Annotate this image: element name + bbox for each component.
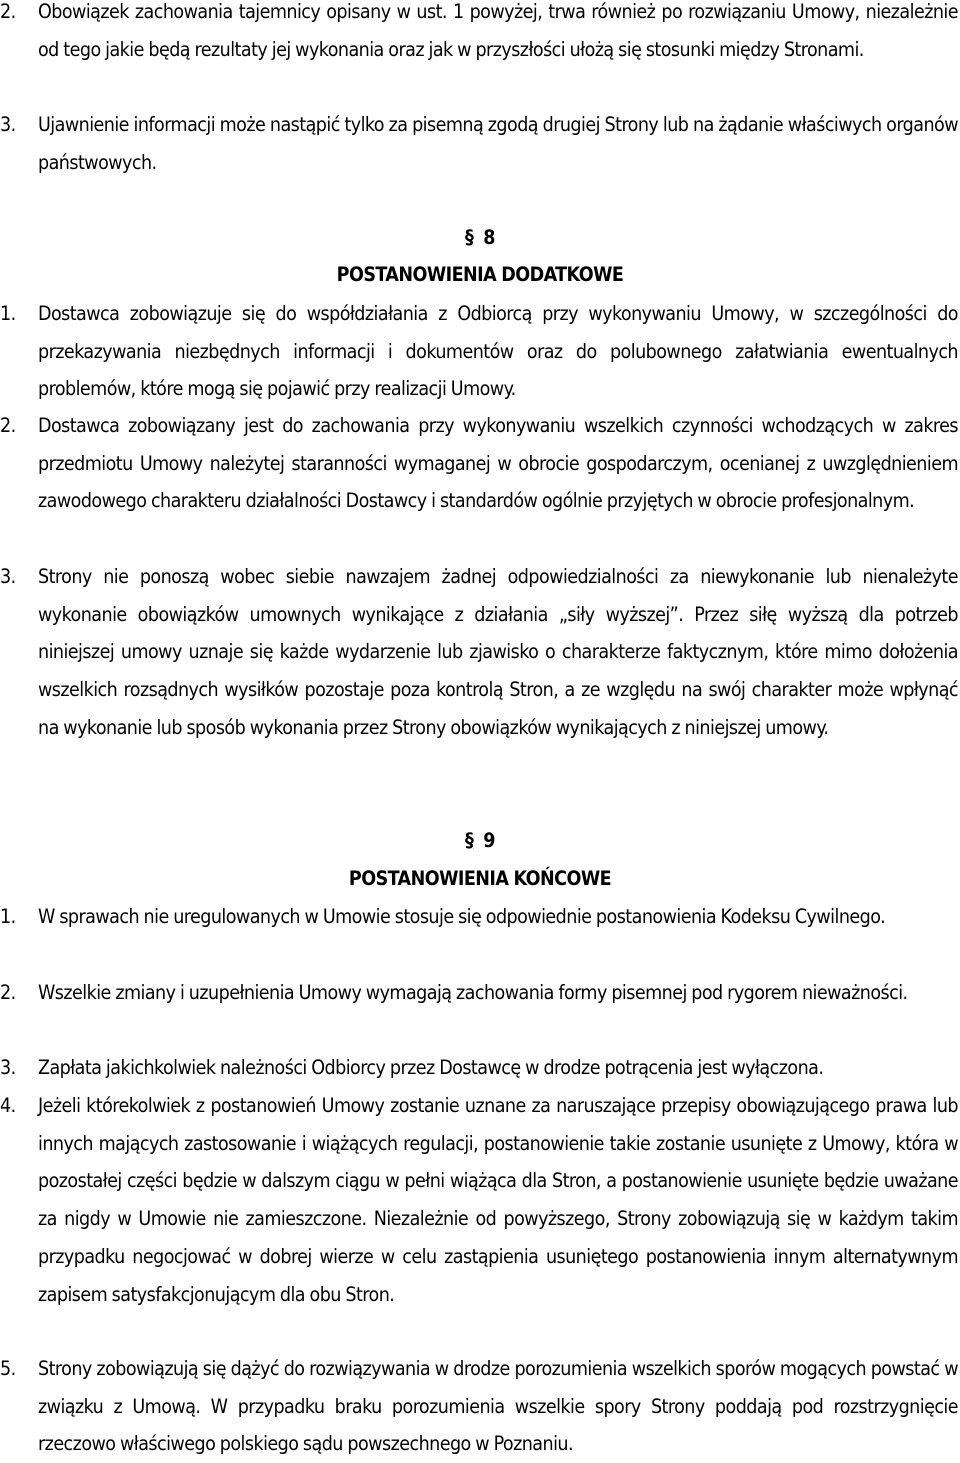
item-text: Strony nie ponoszą wobec siebie nawzajem żadnej odpowiedzialności za niewykonanie lub nienależyte wykonanie obowiązków umownych wynikające z działania „siły wyższej”. Przez siłę wyższą dla potrzeb niniejszej umowy uznaje się każde wydarzenie lub zjawisko o charakterze faktycznym, które mimo dołożenia wszelkich rozsądnych wysiłków pozostaje poza kontrolą Stron, a ze względu na swój charakter może wpłynąć na wykonanie lub sposób wykonania przez Strony obowiązków wynikających z niniejszej umowy.: [38, 565, 958, 739]
section-symbol: §: [465, 226, 474, 249]
item-text: Jeżeli którekolwiek z postanowień Umowy zostanie uznane za naruszające przepisy obowiązującego prawa lub innych mających zastosowanie i wiążących regulacji, postanowienie takie zostanie usunięte z Umowy, która w pozostałej części będzie w dalszym ciągu w pełni wiążąca dla Stron, a postanowienie usunięte będzie uważane za nigdy w Umowie nie zamieszczone. Niezależnie od powyższego, Strony zobowiązują się w każdym takim przypadku negocjować w dobrej wierze w celu zastąpienia usuniętego postanowienia innym alternatywnym zapisem satysfakcjonującym dla obu Stron.: [38, 1094, 958, 1306]
item-number: 2.: [0, 414, 16, 437]
item-text: Dostawca zobowiązuje się do współdziałania z Odbiorcą przy wykonywaniu Umowy, w szczególności do przekazywania niezbędnych informacji i dokumentów oraz do polubownego załatwiania ewentualnych problemów, które mogą się pojawić przy realizacji Umowy.: [38, 302, 958, 401]
list-item: [0, 0, 958, 68]
list-item: [0, 106, 958, 181]
item-text: Ujawnienie informacji może nastąpić tylko za pisemną zgodą drugiej Strony lub na żądanie właściwych organów państwowych.: [38, 113, 958, 174]
item-text: Wszelkie zmiany i uzupełnienia Umowy wymagają zachowania formy pisemnej pod rygorem nieważności.: [38, 981, 908, 1004]
list-item: [0, 407, 958, 520]
item-text: Strony zobowiązują się dążyć do rozwiązywania w drodze porozumienia wszelkich sporów mogących powstać w związku z Umową. W przypadku braku porozumienia wszelkie spory Strony poddają pod rozstrzygnięcie rzeczowo właściwego polskiego sądu powszechnego w Poznaniu.: [38, 1357, 958, 1456]
item-number: 1.: [0, 905, 16, 928]
section-symbol: §: [465, 829, 474, 852]
item-number: 3.: [0, 1056, 16, 1079]
section-number-heading: [0, 219, 960, 257]
item-text: Dostawca zobowiązany jest do zachowania przy wykonywaniu wszelkich czynności wchodzących w zakres przedmiotu Umowy należytej staranności wymaganej w obrocie gospodarczym, ocenianej z uwzględnieniem zawodowego charakteru działalności Dostawcy i standardów ogólnie przyjętych w obrocie profesjonalnym.: [38, 414, 958, 513]
item-number: 2.: [0, 0, 16, 23]
item-text: Obowiązek zachowania tajemnicy opisany w ust. 1 powyżej, trwa również po rozwiązaniu Umowy, niezależnie od tego jakie będą rezultaty jej wykonania oraz jak w przyszłości ułożą się stosunki między Stronami.: [38, 0, 958, 61]
item-number: 3.: [0, 565, 16, 588]
item-text: W sprawach nie uregulowanych w Umowie stosuje się odpowiednie postanowienia Kodeksu Cywilnego.: [38, 905, 886, 928]
list-item: [0, 1049, 958, 1087]
section-title: POSTANOWIENIA DODATKOWE: [336, 263, 624, 286]
section-number: 8: [483, 226, 495, 249]
item-text: Zapłata jakichkolwiek należności Odbiorcy przez Dostawcę w drodze potrącenia jest wyłączona.: [38, 1056, 824, 1079]
section-title: POSTANOWIENIA KOŃCOWE: [348, 867, 612, 890]
list-item: [0, 295, 958, 408]
item-number: 1.: [0, 302, 16, 325]
list-item: [0, 898, 958, 936]
list-item: [0, 1350, 958, 1463]
item-number: 5.: [0, 1357, 16, 1380]
list-item: [0, 1087, 958, 1313]
section-number-heading: [0, 822, 960, 860]
section-number: 9: [483, 829, 495, 852]
list-item: [0, 558, 958, 747]
item-number: 2.: [0, 981, 16, 1004]
item-number: 4.: [0, 1094, 16, 1117]
list-item: [0, 974, 958, 1012]
item-number: 3.: [0, 113, 16, 136]
